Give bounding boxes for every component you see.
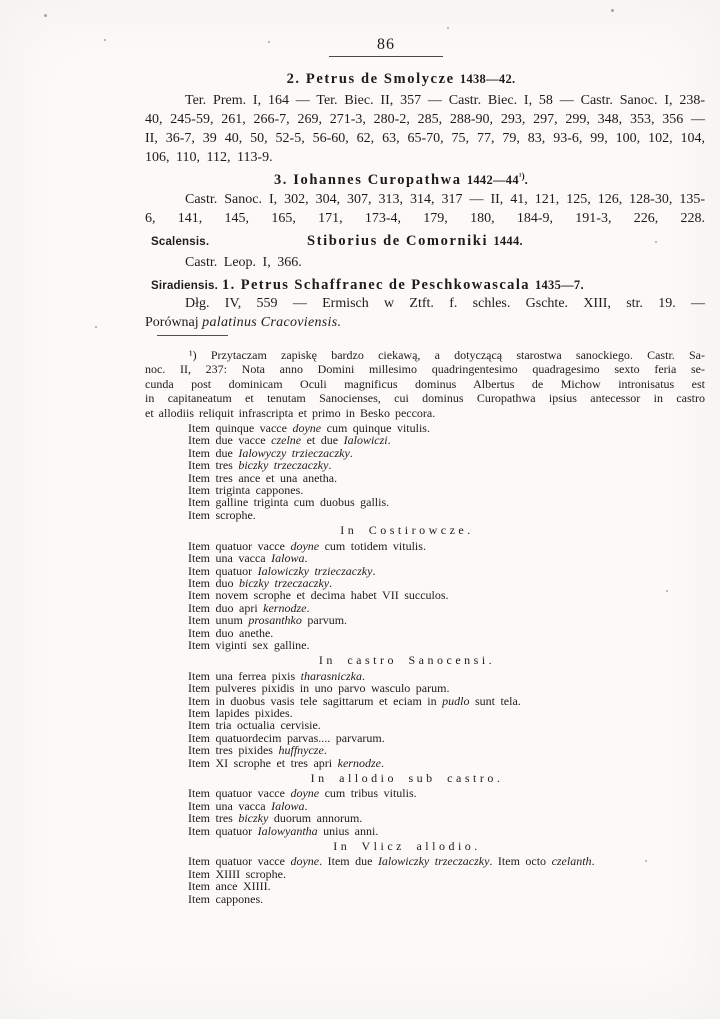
scalensis-references: Castr. Leop. I, 366. [185,255,302,270]
palatinus-cracoviensis-italic: palatinus Cracoviensis. [202,314,342,330]
entry-3-references: Castr. Sanoc. I, 302, 304, 307, 313, 314, 317 — II, 41, 121, 125, 126, 128-30, 135-6, 141, 145, 165, 171, 173-4, 179, 180, 184-9, 191-3, 226, 228. [145,192,705,226]
entry-2-number: 2. [286,71,301,87]
footnote-line: in capitaneatum et tenutam Sanocienses, cui dominus Curopathwa ipsius antecessor in castro [145,391,705,406]
inventory-item-line: Item due vacce czelne et due Ialowiczi. [188,433,391,448]
siradiensis-references-line-1: Dłg. IV, 559 — Ermisch w Ztft. f. schles. Gschte. XIII, str. 19. — [185,296,705,311]
inventory-item-line: Item tres biczky duorum annorum. [188,811,363,826]
inventory-item-line: Item quatuor vacce doyne. Item due Ialowiczky trzeczaczky. Item octo czelanth. [188,854,595,869]
scalensis-row [145,233,705,253]
inventory-item-line: Item quatuordecim parvas.... parvarum. [188,730,385,745]
inventory-item-line: Item quatuor vacce doyne cum totidem vitulis. [188,538,426,553]
scan-speck [44,14,47,17]
porownaj-text: Porównaj [145,314,203,330]
entry-2-references: Ter. Prem. I, 164 — Ter. Biec. II, 357 — Castr. Biec. I, 58 — Castr. Sanoc. I, 238-40, 245-59, 261, 266-7, 269, 271-3, 280-2, 285, 288-90, 293, 297, 299, 348, 353, 356 — II, 36-7, 39 40, 50, 52-5, 56-60, 62, 63, 65-70, 75, 77, 79, 83, 93-6, 99, 100, 102, 104, 106, 110, 112, 113-9. [145,93,705,165]
inventory-item-line: Item una vacca Ialowa. [188,551,308,566]
inventory-item-line: Item quatuor Ialowyantha unius anni. [188,823,379,838]
inventory-location-heading: In Costirowcze. [340,523,474,538]
page-number: 86 [377,36,395,53]
inventory-item-line: Item duo apri kernodze. [188,600,310,615]
inventory-item-line: Item XI scrophe et tres apri kernodze. [188,755,384,770]
inventory-item-line: Item triginta cappones. [188,483,304,498]
inventory-item-line: Item quinque vacce doyne cum quinque vitulis. [188,421,430,436]
siradiensis-references-line-2 [145,314,705,333]
siradiensis-row [145,276,705,294]
entry-3-name: Iohannes Curopathwa [293,172,462,188]
footnote-reference-mark: ¹) [518,171,525,181]
inventory-item-line: Item cappones. [188,891,264,906]
inventory-item-line: Item scrophe. [188,507,256,522]
inventory-item-line: Item tria octualia cervisie. [188,718,321,733]
entry-3-heading [121,171,681,189]
entry-3-dates-period: . [524,173,529,187]
scalensis-dates: 1444. [493,234,523,248]
footnote-line: et allodiis reliquit infrascripta et primo in Besko peccora. [145,405,436,420]
inventory-item-line: Item novem scrophe et decima habet VII succulos. [188,588,449,603]
siradiensis-name: Petrus Schaffranec de Peschkowascala [240,277,530,293]
siradiensis-margin-label: Siradiensis. [151,280,218,292]
inventory-item-line: Item quatuor vacce doyne cum tribus vitulis. [188,786,417,801]
inventory-item-line: Item duo anethe. [188,625,274,640]
page-header [329,36,443,57]
inventory-item-line: Item XIIII scrophe. [188,866,286,881]
entry-2-heading [121,71,681,88]
inventory-item-line: Item ance XIIII. [188,879,271,894]
text-block [145,0,705,905]
inventory-item-line: Item tres biczky trzeczaczky. [188,458,332,473]
entry-3-dates: 1442—44 [466,173,519,187]
inventory-item-line: Item unum prosanthko parvum. [188,613,348,628]
siradiensis-number: 1. [221,277,236,293]
scan-speck [104,39,106,41]
footnote-separator-rule [157,335,228,336]
inventory-item-line: Item duo biczky trzeczaczky. [188,575,333,590]
footnote-line: cunda post dominicam Oculi magnificus dominus Albertus de Michow intronisatus est [145,376,705,391]
entry-3-number: 3. [273,172,289,188]
footnote-line: noc. II, 237: Nota anno Domini millesimo quadringentesimo quadragesimo sexto feria se- [145,362,705,377]
inventory-item-line: Item una ferrea pixis tharasniczka. [188,668,365,683]
entry-2-name: Petrus de Smolycze [305,71,455,87]
inventory-location-heading: In castro Sanocensi. [318,653,496,668]
inventory-item-line: Item in duobus vasis tele sagittarum et eciam in pudlo sunt tela. [188,693,521,708]
inventory-item-line: Item viginti sex galline. [188,637,310,652]
inventory-item-line: Item tres pixides huffnycze. [188,743,327,758]
footnote-paragraph [145,348,705,420]
inventory-item-line: Item lapides pixides. [188,705,293,720]
inventory-item-line: Item una vacca Ialowa. [188,798,308,813]
inventory-item-line: Item quatuor Ialowiczky trzieczaczky. [188,563,376,578]
inventory-location-heading: In Vlicz allodio. [333,839,481,854]
inventory-item-line: Item galline triginta cum duobus gallis. [188,495,390,510]
inventory-item-line: Item due Ialowyczy trzieczaczky. [188,445,353,460]
scalensis-heading [135,233,695,250]
inventory-item-line: Item tres ance et una anetha. [188,470,338,485]
scalensis-margin-label: Scalensis. [151,236,210,248]
siradiensis-dates: 1435—7. [534,278,584,292]
inventory-location-heading: In allodio sub castro. [310,771,504,785]
footnote-line: ¹) Przytaczam zapiskę bardzo ciekawą, a dotyczącą starostwa sanockiego. Castr. Sa- [189,348,705,362]
scalensis-name: Stiborius de Comorniki [307,233,489,249]
siradiensis-heading [222,277,535,293]
scan-speck [95,326,97,328]
inventory-item-line: Item pulveres pixidis in uno parvo wasculo parum. [188,681,450,696]
entry-2-dates: 1438—42. [459,72,516,86]
footnote-inventory-list [145,422,705,905]
